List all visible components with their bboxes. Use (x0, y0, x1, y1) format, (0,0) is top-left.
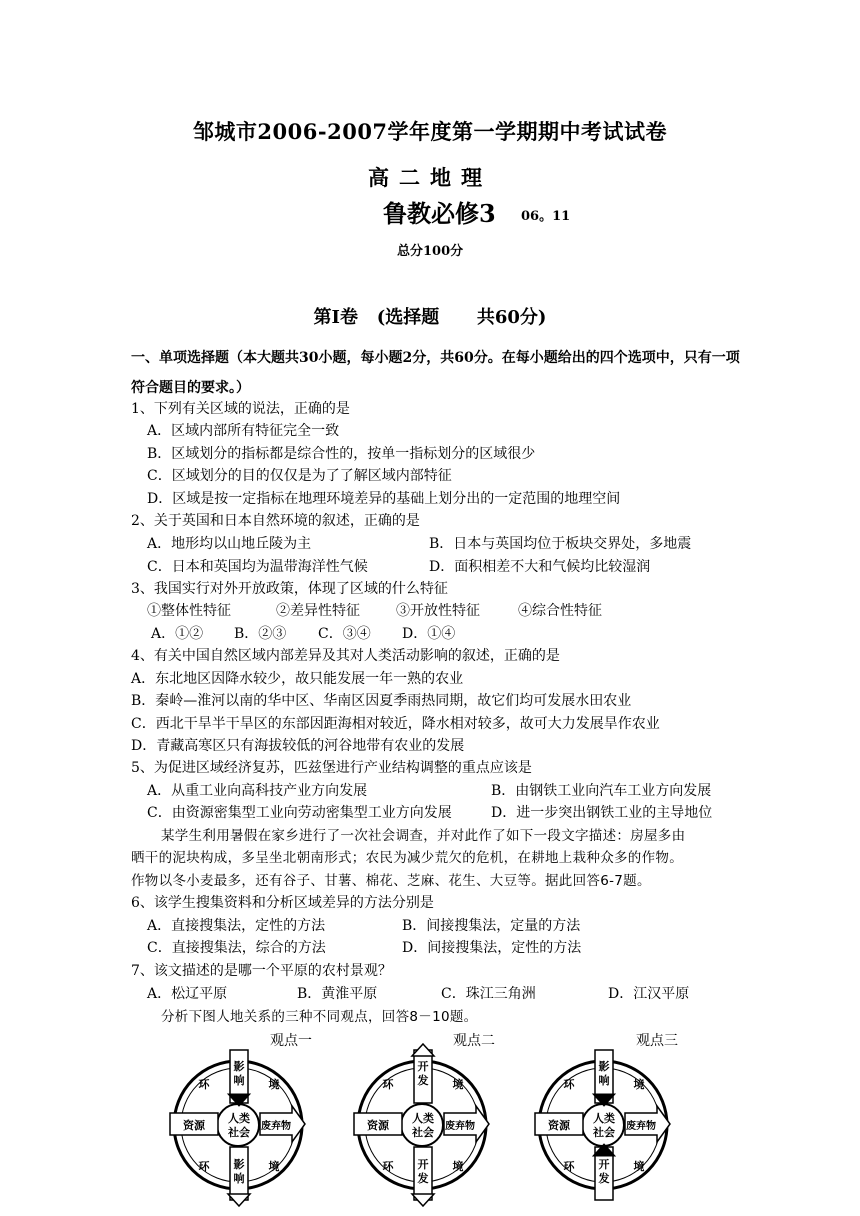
q3-item-2: ②差异性特征 (276, 603, 360, 619)
top-label-char-1: 响 (598, 1074, 610, 1087)
q3-item-4: ④综合性特征 (518, 603, 602, 619)
exam-date: 06。11 (521, 209, 571, 224)
diagram-2-caption: 观点二 (453, 1033, 495, 1049)
q4-option-a: A．东北地区因降水较少，故只能发展一年一熟的农业 (131, 671, 464, 687)
total-score: 总分100分 (397, 244, 464, 259)
passage-line-3: 作物以冬小麦最多，还有谷子、甘薯、棉花、芝麻、花生、大豆等。据此回答6-7题。 (131, 873, 651, 889)
q3-stem: 3、我国实行对外开放政策，体现了区域的什么特征 (131, 581, 448, 597)
q6-stem: 6、该学生搜集资料和分析区域差异的方法分别是 (131, 895, 434, 911)
q3-option-c: C．③④ (318, 626, 371, 642)
top-label-char-0: 开 (417, 1060, 429, 1073)
q5-option-b: B．由钢铁工业向汽车工业方向发展 (491, 783, 712, 799)
env-label-2: 境 (268, 1078, 280, 1091)
q1-option-a: A．区域内部所有特征完全一致 (147, 423, 340, 439)
bottom-label-char-1: 发 (417, 1172, 429, 1185)
top-label-char-0: 影 (598, 1060, 610, 1073)
q6-option-c: C．直接搜集法，综合的方法 (147, 940, 326, 956)
waste-label: 废弃物 (626, 1121, 656, 1132)
diagram-1-caption: 观点一 (270, 1033, 312, 1049)
diagram-3-caption: 观点三 (636, 1033, 678, 1049)
q3-option-a: A．①② (151, 626, 204, 642)
q7-option-b: B．黄淮平原 (297, 986, 378, 1002)
diagram-2 (352, 1040, 492, 1210)
q5-stem: 5、为促进区域经济复苏，匹兹堡进行产业结构调整的重点应该是 (131, 760, 532, 776)
q4-option-c: C．西北干旱半干旱区的东部因距海相对较近，降水相对较多，故可大力发展旱作农业 (131, 716, 660, 732)
env-label-3: 环 (198, 1160, 210, 1173)
q5-option-c: C．由资源密集型工业向劳动密集型工业方向发展 (147, 805, 452, 821)
q2-option-a: A．地形均以山地丘陵为主 (147, 536, 312, 552)
bottom-label-char-0: 开 (417, 1158, 429, 1171)
env-label-2: 境 (452, 1078, 464, 1091)
q3-option-b: B．②③ (234, 626, 287, 642)
center-circle (217, 1104, 259, 1146)
center-label-2: 社会 (593, 1126, 615, 1139)
q1-option-d: D．区域是按一定指标在地理环境差异的基础上划分出的一定范围的地理空间 (147, 491, 621, 507)
q2-option-c: C．日本和英国均为温带海洋性气候 (147, 559, 368, 575)
q2-option-b: B．日本与英国均位于板块交界处，多地震 (429, 536, 692, 552)
passage-diagram-intro: 分析下图人地关系的三种不同观点，回答8－10题。 (161, 1009, 478, 1025)
q5-option-d: D．进一步突出钢铁工业的主导地位 (491, 805, 713, 821)
resource-label: 资源 (367, 1119, 389, 1132)
center-label-1: 人类 (412, 1112, 434, 1125)
part1-title: 第Ⅰ卷 (选择题 共60分) (313, 307, 547, 328)
q6-option-d: D．间接搜集法，定性的方法 (402, 940, 582, 956)
q7-option-c: C．珠江三角洲 (441, 986, 536, 1002)
bottom-label-char-1: 发 (598, 1172, 610, 1185)
waste-label: 废弃物 (261, 1121, 291, 1132)
top-label-char-1: 发 (417, 1074, 429, 1087)
env-label-4: 境 (268, 1160, 280, 1173)
diagram-1 (168, 1040, 308, 1210)
q7-stem: 7、该文描述的是哪一个平原的农村景观？ (131, 963, 392, 979)
center-label-1: 人类 (593, 1112, 615, 1125)
q4-option-b: B．秦岭—淮河以南的华中区、华南区因夏季雨热同期，故它们均可发展水田农业 (131, 693, 632, 709)
q6-option-a: A．直接搜集法，定性的方法 (147, 918, 326, 934)
top-label-char-1: 响 (233, 1074, 245, 1087)
q3-item-1: ①整体性特征 (147, 603, 231, 619)
waste-label: 废弃物 (445, 1121, 475, 1132)
q7-option-d: D．江汉平原 (608, 986, 690, 1002)
q3-item-3: ③开放性特征 (396, 603, 480, 619)
textbook-title: 鲁教必修3 (383, 199, 496, 228)
resource-label: 资源 (548, 1119, 570, 1132)
env-label-4: 境 (633, 1160, 645, 1173)
exam-title: 邹城市2006-2007学年度第一学期期中考试试卷 (192, 119, 668, 144)
center-circle (582, 1104, 624, 1146)
top-label-char-0: 影 (233, 1060, 245, 1073)
env-label-4: 境 (452, 1160, 464, 1173)
q6-option-b: B．间接搜集法，定量的方法 (402, 918, 581, 934)
q4-option-d: D．青藏高寒区只有海拔较低的河谷地带有农业的发展 (131, 738, 465, 754)
q2-option-d: D．面积相差不大和气候均比较湿润 (429, 559, 651, 575)
env-label-1: 环 (198, 1078, 210, 1091)
bottom-label-char-0: 影 (233, 1158, 245, 1171)
bottom-label-char-0: 开 (598, 1158, 610, 1171)
env-label-1: 环 (382, 1078, 394, 1091)
center-label-2: 社会 (228, 1126, 250, 1139)
center-label-2: 社会 (412, 1126, 434, 1139)
q1-stem: 1、下列有关区域的说法，正确的是 (131, 401, 350, 417)
q2-stem: 2、关于英国和日本自然环境的叙述，正确的是 (131, 513, 420, 529)
q5-option-a: A．从重工业向高科技产业方向发展 (147, 783, 368, 799)
q1-option-b: B．区域划分的指标都是综合性的，按单一指标划分的区域很少 (147, 446, 536, 462)
q1-option-c: C．区域划分的目的仅仅是为了了解区域内部特征 (147, 468, 452, 484)
center-label-1: 人类 (228, 1112, 250, 1125)
subject-title: 高二地理 (368, 165, 492, 190)
q7-option-a: A．松辽平原 (147, 986, 228, 1002)
section1-instructions: 一、单项选择题（本大题共30小题，每小题2分，共60分。在每小题给出的四个选项中，只有一项符合题目的要求。） (131, 350, 740, 396)
env-label-3: 环 (563, 1160, 575, 1173)
passage-line-2: 晒干的泥块构成，多呈坐北朝南形式；农民为减少荒欠的危机，在耕地上栽种众多的作物。 (131, 850, 683, 866)
env-label-2: 境 (633, 1078, 645, 1091)
env-label-3: 环 (382, 1160, 394, 1173)
q3-option-d: D．①④ (402, 626, 456, 642)
passage-line-1: 某学生利用暑假在家乡进行了一次社会调查，并对此作了如下一段文字描述：房屋多由 (161, 828, 686, 844)
bottom-label-char-1: 响 (233, 1172, 245, 1185)
env-label-1: 环 (563, 1078, 575, 1091)
diagram-3 (533, 1040, 673, 1210)
center-circle (401, 1104, 443, 1146)
q4-stem: 4、有关中国自然区域内部差异及其对人类活动影响的叙述，正确的是 (131, 648, 560, 664)
resource-label: 资源 (183, 1119, 205, 1132)
